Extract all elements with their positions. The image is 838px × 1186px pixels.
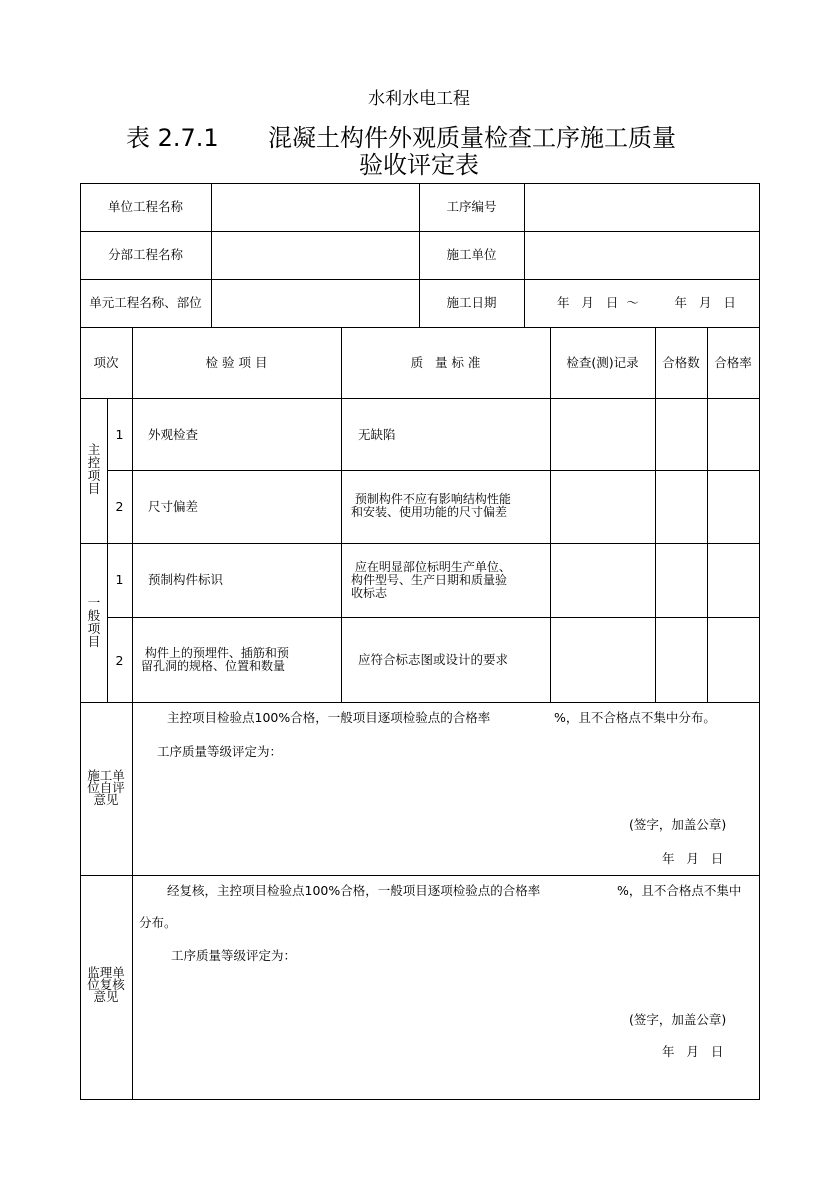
col-record: 检查(测)记录: [566, 355, 639, 370]
col-item-no: 项次: [93, 355, 119, 370]
self-eval-sign: (签字，加盖公章): [629, 817, 727, 832]
element-label: 单元工程名称、部位: [89, 295, 202, 310]
row-no: 2: [115, 499, 124, 514]
unit-project-label: 单位工程名称: [107, 199, 183, 214]
self-eval-line1-end: %，且不合格点不集中分布。: [554, 710, 716, 725]
contractor-label: 施工单位: [446, 247, 497, 262]
row-item-line: 构件上的预埋件、插筋和预: [141, 646, 289, 660]
row-item-line: 留孔洞的规格、位置和数量: [141, 659, 286, 673]
row-no: 1: [115, 572, 124, 587]
col-inspection-item: 检 验 项 目: [205, 355, 268, 370]
row-standard-line: 构件型号、生产日期和质量验: [351, 573, 508, 587]
row-no: 2: [115, 653, 124, 668]
division-label: 分部工程名称: [107, 247, 183, 262]
self-eval-line1: 主控项目检验点100%合格，一般项目逐项检验点的合格率: [167, 710, 491, 725]
col-pass-rate: 合格率: [714, 355, 752, 370]
self-eval-grade: 工序质量等级评定为：: [157, 744, 283, 759]
supervisor-line1: 经复核，主控项目检验点100%合格，一般项目逐项检验点的合格率: [167, 883, 541, 898]
row-standard: 无缺陷: [358, 427, 396, 442]
row-standard-line: 预制构件不应有影响结构性能: [351, 492, 511, 506]
supervisor-sign: (签字，加盖公章): [629, 1012, 727, 1027]
row-no: 1: [115, 427, 124, 442]
supervisor-line1-end: %，且不合格点不集中: [617, 883, 742, 898]
construction-date-field[interactable]: 年 月 日 ～ 年 月 日: [557, 295, 736, 310]
row-item: 外观检查: [148, 427, 199, 442]
col-quality-standard: 质 量 标 准: [410, 355, 481, 370]
row-standard-line: 和安装、使用功能的尺寸偏差: [351, 505, 508, 519]
row-standard-line: 应在明显部位标明生产单位、: [351, 560, 511, 574]
row-item: 尺寸偏差: [148, 499, 199, 514]
supervisor-label: 监理单位复核意见: [87, 965, 125, 1004]
group-general-label: 一般项目: [87, 595, 101, 649]
row-standard-line: 收标志: [351, 586, 388, 600]
row-item: 预制构件标识: [148, 572, 224, 587]
row-standard: 应符合标志图或设计的要求: [358, 652, 509, 667]
table-number: 表 2.7.1: [126, 124, 219, 152]
self-eval-label: 施工单位自评意见: [87, 768, 125, 807]
doc-title-line1: 混凝土构件外观质量检查工序施工质量: [268, 124, 676, 152]
process-no-label: 工序编号: [446, 199, 497, 214]
supervisor-date: 年 月 日: [662, 1044, 724, 1059]
self-eval-date: 年 月 日: [662, 851, 724, 866]
supervisor-grade: 工序质量等级评定为：: [171, 948, 297, 963]
group-main-label: 主控项目: [87, 442, 101, 496]
date-label: 施工日期: [446, 295, 497, 310]
doc-title-line2: 验收评定表: [359, 151, 479, 179]
supervisor-line1-cont: 分布。: [139, 915, 177, 930]
col-pass-count: 合格数: [662, 355, 700, 370]
doc-supertitle: 水利水电工程: [368, 89, 470, 109]
